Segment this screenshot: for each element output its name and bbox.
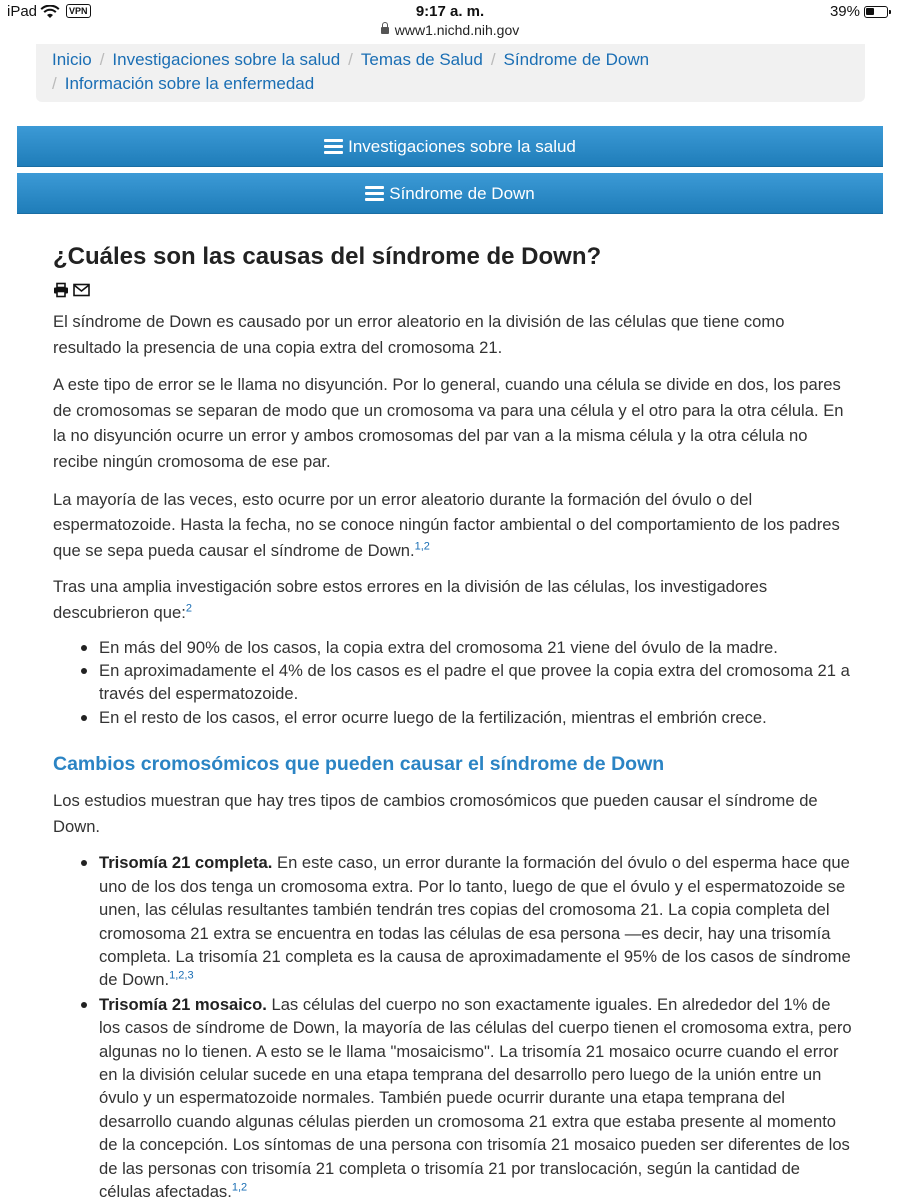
breadcrumb-informacion[interactable]: Información sobre la enfermedad <box>64 74 315 93</box>
list-item <box>53 993 853 1200</box>
breadcrumb-separator: / <box>348 50 353 69</box>
breadcrumb-separator: / <box>52 74 57 93</box>
nav-bar-investigaciones[interactable] <box>17 126 883 167</box>
nav-bar-label: Investigaciones sobre la salud <box>348 137 576 156</box>
article <box>53 238 853 1200</box>
menu-icon <box>324 139 343 154</box>
page-title: ¿Cuáles son las causas del síndrome de Down? <box>53 243 602 270</box>
address-text: www1.nichd.nih.gov <box>394 22 520 38</box>
battery-percent: 39% <box>829 3 860 20</box>
list-item: En el resto de los casos, el error ocurre luego de la fertilización, mientras el embrión crece. <box>53 706 853 729</box>
print-icon[interactable] <box>53 282 69 302</box>
share-tools <box>53 282 853 302</box>
paragraph-types-intro: Los estudios muestran que hay tres tipos de cambios cromosómicos que pueden causar el síndrome de Down. <box>53 791 818 836</box>
clock: 9:17 a. m. <box>415 3 485 20</box>
battery-icon <box>864 6 888 18</box>
breadcrumb-sindrome[interactable]: Síndrome de Down <box>503 50 650 69</box>
list-item: En aproximadamente el 4% de los casos es el padre el que provee la copia extra del cromosoma 21 a través del espermatozoide. <box>53 659 853 706</box>
types-list <box>53 851 853 1200</box>
vpn-badge: VPN <box>66 4 91 18</box>
breadcrumb-temas[interactable]: Temas de Salud <box>360 50 483 69</box>
type-label: Trisomía 21 completa. <box>99 853 273 873</box>
paragraph-text: La mayoría de las veces, esto ocurre por un error aleatorio durante la formación del óvulo o del espermatozoide. Hasta la fecha, no se conoce ningún factor ambiental o del comportamiento de los padres que se sepa pueda causar el síndrome de Down. <box>53 489 840 560</box>
footnote-ref[interactable]: 1,2 <box>231 1181 248 1194</box>
paragraph-intro: El síndrome de Down es causado por un error aleatorio en la división de las células que tiene como resultado la presencia de una copia extra del cromosoma 21. <box>53 312 785 357</box>
breadcrumb-separator: / <box>99 50 105 69</box>
paragraph-text: Tras una amplia investigación sobre estos errores en la división de las células, los investigadores descubrieron que: <box>53 577 768 622</box>
device-name: iPad <box>7 3 38 20</box>
footnote-ref[interactable]: 1,2,3 <box>169 969 194 982</box>
list-item <box>53 851 853 991</box>
breadcrumb <box>36 44 865 102</box>
paragraph-random-error <box>53 487 853 564</box>
type-label: Trisomía 21 mosaico. <box>99 994 267 1014</box>
nav-bar-sindrome[interactable] <box>17 173 883 214</box>
nav-bar-label: Síndrome de Down <box>389 184 535 203</box>
list-item: En más del 90% de los casos, la copia extra del cromosoma 21 viene del óvulo de la madre. <box>53 636 853 659</box>
type-text: En este caso, un error durante la formación del óvulo o del esperma hace que uno de los dos tenga un cromosoma extra. Por lo tanto, luego de que el óvulo y el espermatozoide se unen, las células resultantes también tendrán tres copias del cromosoma 21. La copia completa del cromosoma 21 extra se encuentra en todas las células de esa persona —es decir, hay una trisomía completa. La trisomía 21 completa es la causa de aproximadamente el 95% de los casos de síndrome de Down. <box>99 853 851 990</box>
footnote-ref[interactable]: 2 <box>185 602 192 615</box>
menu-icon <box>365 186 384 201</box>
paragraph-research <box>53 574 853 625</box>
address-bar[interactable] <box>0 22 900 38</box>
type-text: Las células del cuerpo no son exactamente iguales. En alrededor del 1% de los casos de síndrome de Down, la mayoría de las células del cuerpo tienen el cromosoma extra, pero algunas no lo tienen. A esto se le llama "mosaicismo". La trisomía 21 mosaico ocurre cuando el error en la división celular sucede en una etapa temprana del desarrollo pero luego de la unión entre un óvulo y un espermatozoide normales. También puede ocurrir durante una etapa temprana del desarrollo cuando algunas células pierden un cromosoma 21 extra que estaba presente al momento de la concepción. Los síntomas de una persona con trisomía 21 mosaico pueden ser diferentes de los de las personas con trisomía 21 completa o trisomía 21 por translocación, según la cantidad de células afectadas. <box>99 994 852 1200</box>
findings-list <box>53 636 853 730</box>
breadcrumb-inicio[interactable]: Inicio <box>52 50 92 69</box>
breadcrumb-investigaciones[interactable]: Investigaciones sobre la salud <box>112 50 341 69</box>
footnote-ref[interactable]: 1,2 <box>414 540 430 553</box>
status-bar <box>0 0 900 24</box>
paragraph-nondisjunction: A este tipo de error se le llama no disyunción. Por lo general, cuando una célula se divide en dos, los pares de cromosomas se separan de modo que un cromosoma va para una célula y el otro para la otra célula. En la no disyunción ocurre un error y ambos cromosomas del par van a la misma célula y la otra célula no recibe ningún cromosoma de ese par. <box>53 375 844 471</box>
email-icon[interactable] <box>73 282 90 302</box>
breadcrumb-separator: / <box>490 50 496 69</box>
section-heading: Cambios cromosómicos que pueden causar el síndrome de Down <box>53 753 665 776</box>
lock-icon <box>381 27 389 34</box>
